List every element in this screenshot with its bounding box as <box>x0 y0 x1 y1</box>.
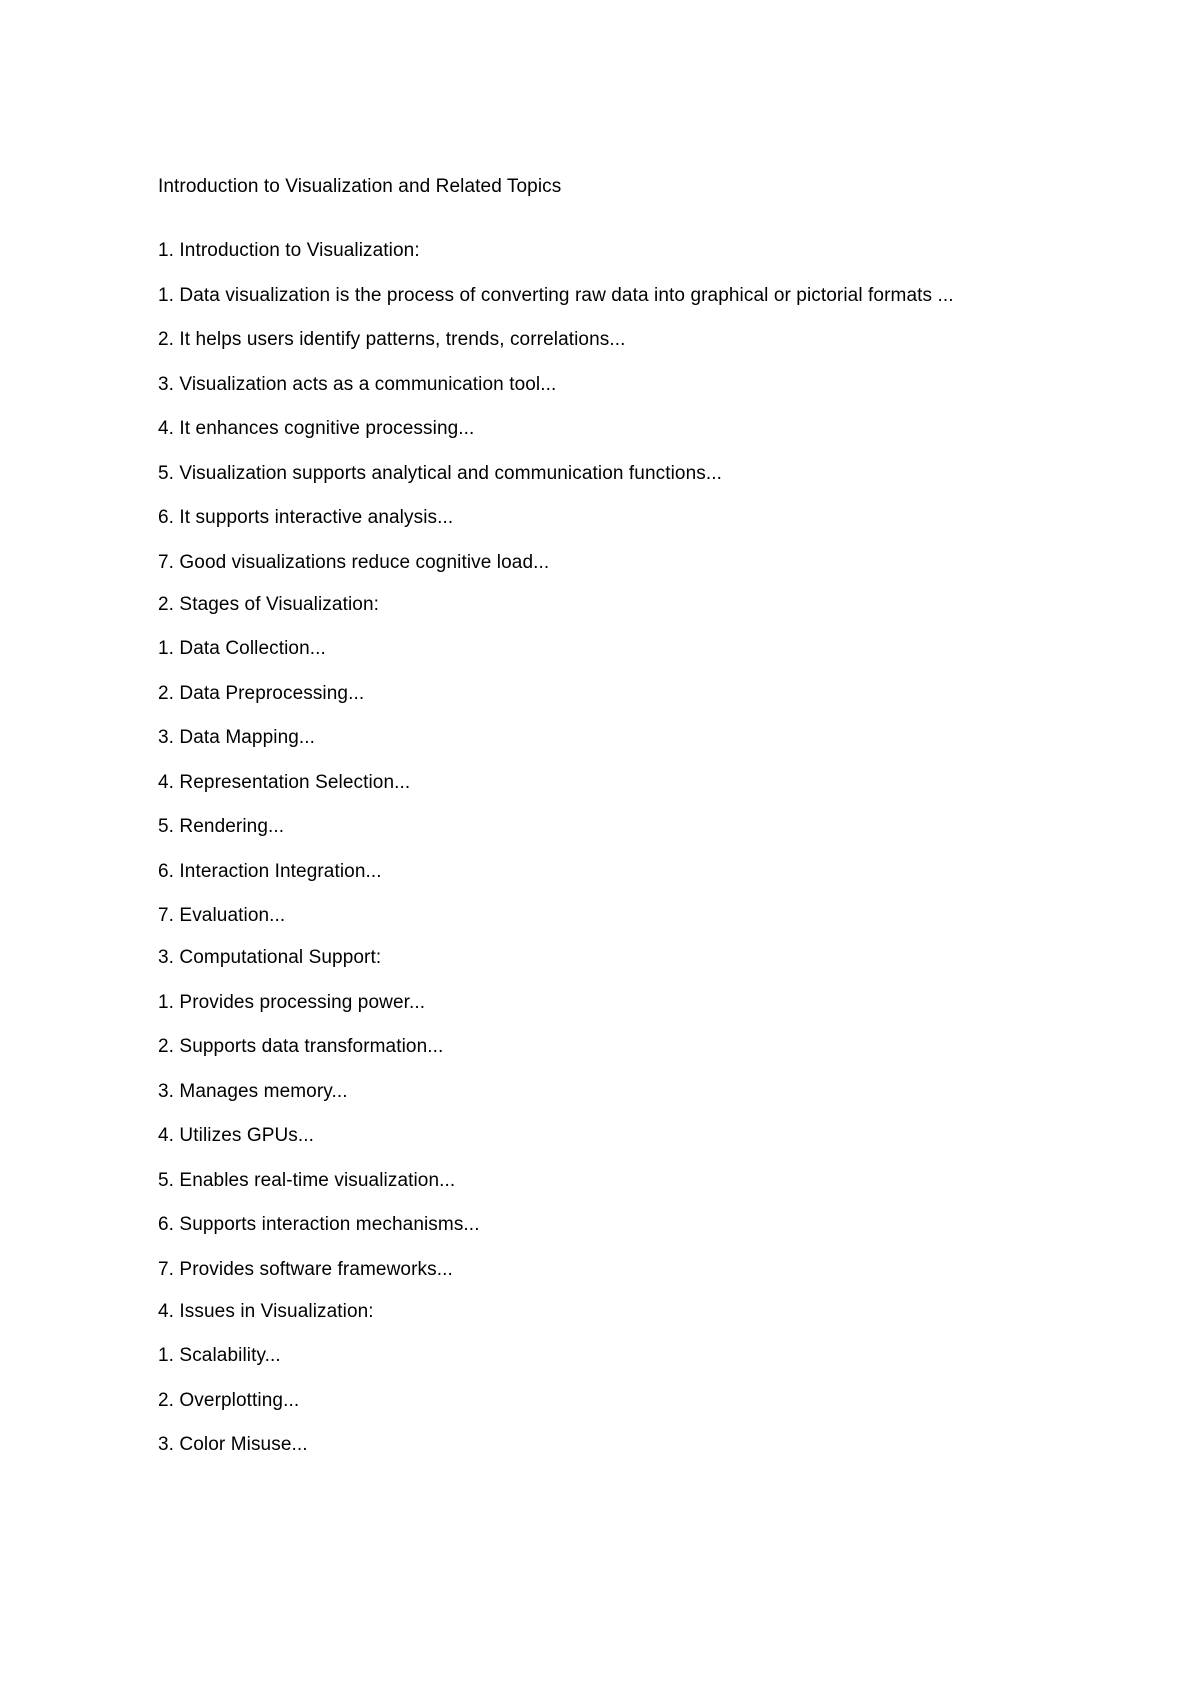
list-item: 4. Representation Selection... <box>158 771 411 793</box>
list-item: 2. Data Preprocessing... <box>158 682 365 704</box>
list-item: 1. Provides processing power... <box>158 991 426 1013</box>
list-item: 2. Supports data transformation... <box>158 1036 444 1057</box>
section-heading: 4. Issues in Visualization: <box>158 1300 374 1322</box>
list-item: 3. Color Misuse... <box>158 1434 308 1455</box>
list-item: 6. Supports interaction mechanisms... <box>158 1214 480 1235</box>
list-item: 6. Interaction Integration... <box>158 860 382 882</box>
list-item: 6. It supports interactive analysis... <box>158 507 454 528</box>
section-heading: 1. Introduction to Visualization: <box>158 240 420 261</box>
list-item: 2. Overplotting... <box>158 1389 300 1411</box>
list-item: 5. Visualization supports analytical and communication functions... <box>158 462 722 484</box>
document-title: Introduction to Visualization and Related Topics <box>158 176 562 197</box>
list-item: 3. Visualization acts as a communication tool... <box>158 373 557 395</box>
list-item: 4. It enhances cognitive processing... <box>158 418 475 439</box>
list-item: 3. Data Mapping... <box>158 727 316 748</box>
list-item: 7. Provides software frameworks... <box>158 1258 453 1280</box>
section-heading: 3. Computational Support: <box>158 947 382 968</box>
section-stages <box>158 594 1118 928</box>
list-item: 4. Utilizes GPUs... <box>158 1125 315 1146</box>
section-heading: 2. Stages of Visualization: <box>158 593 379 615</box>
list-item: 5. Enables real-time visualization... <box>158 1169 456 1191</box>
list-item: 3. Manages memory... <box>158 1080 348 1102</box>
list-item: 7. Good visualizations reduce cognitive load... <box>158 551 550 573</box>
document-body <box>158 176 1118 1456</box>
list-item: 5. Rendering... <box>158 816 285 837</box>
list-item: 7. Evaluation... <box>158 905 286 926</box>
list-item: 1. Data visualization is the process of converting raw data into graphical or pictorial formats ... <box>158 284 954 306</box>
section-introduction <box>158 240 1118 574</box>
section-computational-support <box>158 947 1118 1281</box>
list-item: 2. It helps users identify patterns, trends, correlations... <box>158 329 626 350</box>
list-item: 1. Scalability... <box>158 1345 281 1366</box>
section-issues <box>158 1301 1118 1457</box>
list-item: 1. Data Collection... <box>158 638 326 659</box>
